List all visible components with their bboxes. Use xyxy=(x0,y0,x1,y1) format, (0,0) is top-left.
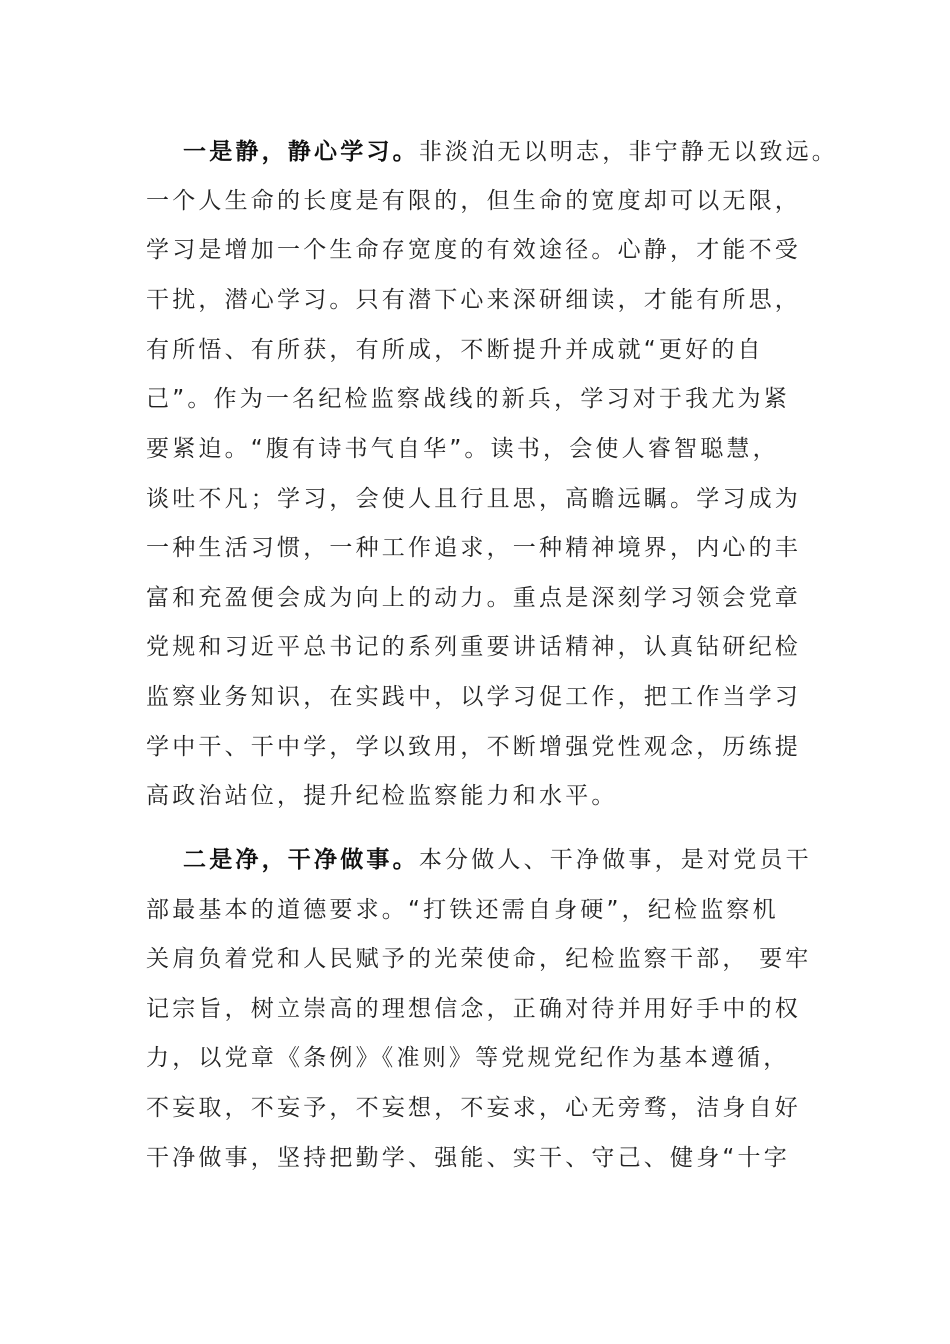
paragraph-2-line-1 xyxy=(183,836,812,885)
paragraph-1-line-2: 一个人生命的长度是有限的，但生命的宽度却可以无限， xyxy=(146,188,801,214)
paragraph-2-line-3: 关肩负着党和人民赋予的光荣使命，纪检监察干部， 要牢 xyxy=(146,946,812,972)
paragraph-1-line-10: 富和充盈便会成为向上的动力。重点是深刻学习领会党章 xyxy=(146,585,801,611)
paragraph-1-line-8: 谈吐不凡；学习，会使人且行且思，高瞻远瞩。学习成为 xyxy=(146,486,801,512)
paragraph-2-line-2: 部最基本的道德要求。“打铁还需自身硬”，纪检监察机 xyxy=(146,897,779,923)
paragraph-1-line-3: 学习是增加一个生命存宽度的有效途径。心静，才能不受 xyxy=(146,237,801,263)
paragraph-2-lead: 二是净，干净做事。 xyxy=(183,847,419,873)
paragraph-2-line-7: 干净做事，坚持把勤学、强能、实干、守己、健身“十字 xyxy=(146,1145,790,1171)
paragraph-1-line-12: 监察业务知识，在实践中，以学习促工作，把工作当学习 xyxy=(146,684,801,710)
paragraph-1-line-7: 要紧迫。“腹有诗书气自华”。读书，会使人睿智聪慧， xyxy=(146,436,779,462)
paragraph-2-text: 本分做人、干净做事，是对党员干 xyxy=(418,847,812,873)
paragraph-2-line-5: 力，以党章《条例》《准则》等党规党纪作为基本遵循， xyxy=(146,1045,790,1071)
paragraph-1-line-5: 有所悟、有所获，有所成，不断提升并成就“更好的自 xyxy=(146,337,764,363)
paragraph-1-line-6: 己”。作为一名纪检监察战线的新兵，学习对于我尤为紧 xyxy=(146,386,790,412)
paragraph-1-line-9: 一种生活习惯，一种工作追求，一种精神境界，内心的丰 xyxy=(146,535,801,561)
paragraph-1-line-1 xyxy=(183,128,838,177)
paragraph-2-line-6: 不妄取，不妄予，不妄想，不妄求，心无旁骛，洁身自好 xyxy=(146,1095,801,1121)
paragraph-1-line-11: 党规和习近平总书记的系列重要讲话精神，认真钻研纪检 xyxy=(146,634,801,660)
paragraph-1-text: 非淡泊无以明志，非宁静无以致远。 xyxy=(418,139,839,165)
paragraph-1-line-14: 高政治站位，提升纪检监察能力和水平。 xyxy=(146,783,618,809)
paragraph-1-line-13: 学中干、干中学，学以致用，不断增强党性观念，历练提 xyxy=(146,734,801,760)
paragraph-1-line-4: 干扰，潜心学习。只有潜下心来深研细读，才能有所思， xyxy=(146,287,801,313)
paragraph-2-line-4: 记宗旨，树立崇高的理想信念，正确对待并用好手中的权 xyxy=(146,996,801,1022)
paragraph-1-lead: 一是静，静心学习。 xyxy=(183,139,419,165)
